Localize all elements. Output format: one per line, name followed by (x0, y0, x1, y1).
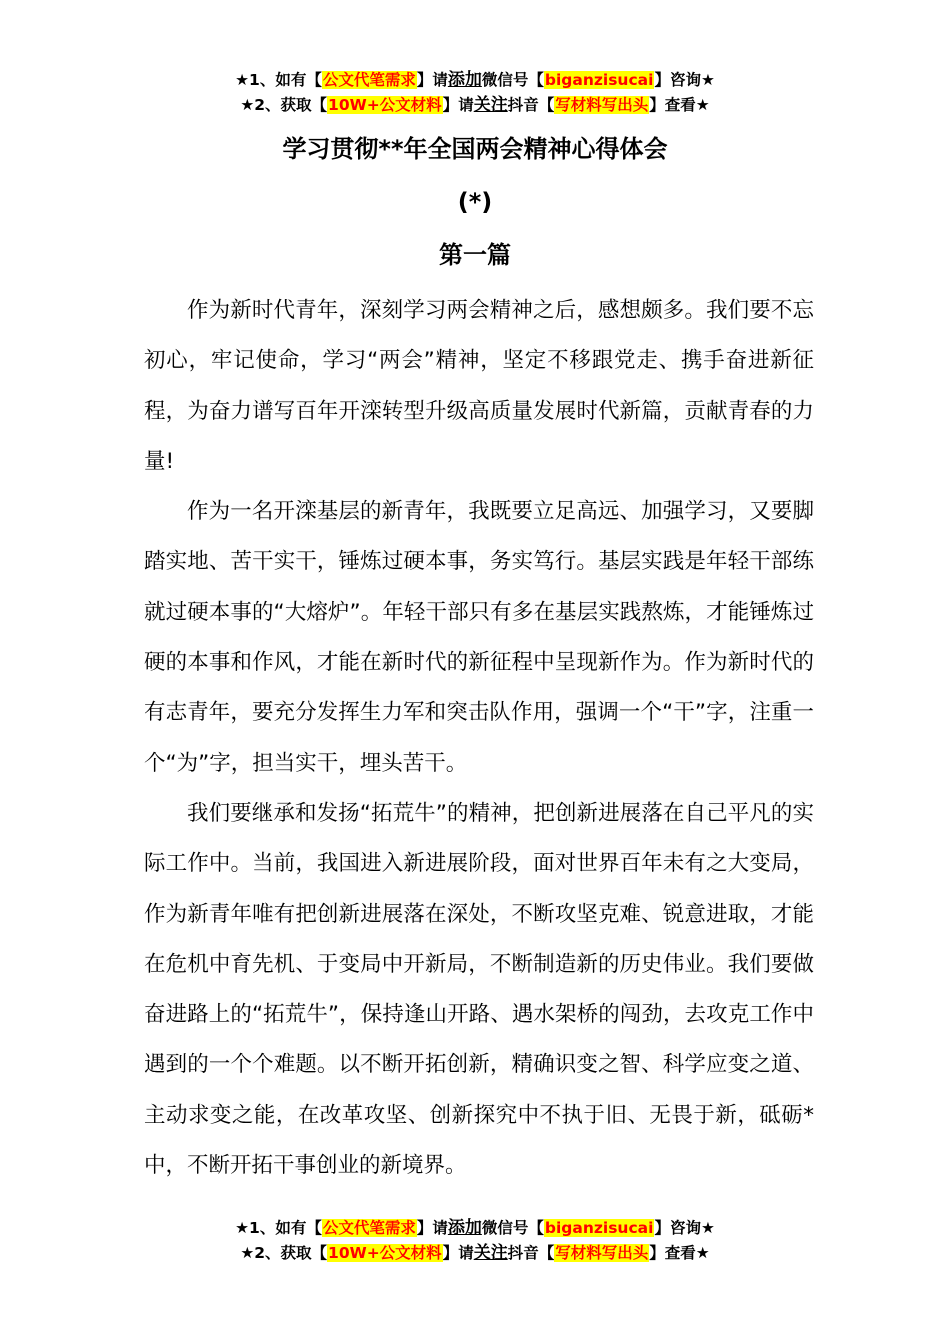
banner-highlight: 公文代笔需求 (322, 71, 416, 89)
document-title: 学习贯彻**年全国两会精神心得体会 (282, 135, 668, 163)
banner-highlight: 写材料写出头 (555, 96, 649, 114)
banner-text: 】咨询★ (654, 1219, 715, 1237)
banner-underline: 添加 (447, 1218, 482, 1238)
banner-text: 抖音【 (507, 96, 555, 114)
header-banner (0, 68, 950, 118)
banner-text: 】请 (442, 96, 474, 114)
banner-highlight: 10W+公文材料 (328, 1244, 442, 1262)
banner-highlight: 公文代笔需求 (322, 1219, 416, 1237)
footer-banner (0, 1216, 950, 1266)
banner-highlight: biganzisucai (544, 71, 654, 89)
paragraph: 作为新时代青年，深刻学习两会精神之后，感想颇多。我们要不忘初心，牢记使命，学习“两会”精神，坚定不移跟党走、携手奋进新征程，为奋力谱写百年开滦转型升级高质量发展时代新篇，贡献青春的力量! (144, 298, 814, 474)
banner-text: 微信号【 (481, 1219, 544, 1237)
banner-highlight: 10W+公文材料 (328, 96, 442, 114)
banner-text: 】查看★ (649, 1244, 710, 1262)
banner-text: ★1、如有【 (235, 71, 322, 89)
part-heading: 第一篇 (439, 241, 511, 269)
paragraph: 作为一名开滦基层的新青年，我既要立足高远、加强学习，又要脚踏实地、苦干实干，锤炼过硬本事，务实笃行。基层实践是年轻干部练就过硬本事的“大熔炉”。年轻干部只有多在基层实践熬炼，才能锤炼过硬的本事和作风，才能在新时代的新征程中呈现新作为。作为新时代的有志青年，要充分发挥生力军和突击队作用，强调一个“干”字，注重一个“为”字，担当实干，埋头苦干。 (144, 499, 814, 776)
document-subtitle: (*) (457, 188, 493, 216)
banner-line-2 (0, 93, 950, 118)
banner-text: 】请 (442, 1244, 474, 1262)
paragraph: 我们要继承和发扬“拓荒牛”的精神，把创新进展落在自己平凡的实际工作中。当前，我国进入新进展阶段，面对世界百年未有之大变局，作为新青年唯有把创新进展落在深处，不断攻坚克难、锐意进取，才能在危机中育先机、于变局中开新局，不断制造新的历史伟业。我们要做奋进路上的“拓荒牛”，保持逢山开路、遇水架桥的闯劲，去攻克工作中遇到的一个个难题。以不断开拓创新，精确识变之智、科学应变之道、主动求变之能，在改革攻坚、创新探究中不执于旧、无畏于新，砥砺*中，不断开拓干事创业的新境界。 (144, 800, 814, 1179)
banner-line-2 (0, 1241, 950, 1266)
banner-text: ★1、如有【 (235, 1219, 322, 1237)
banner-line-1 (0, 1216, 950, 1241)
banner-text: ★2、获取【 (240, 96, 328, 114)
banner-underline: 关注 (473, 95, 508, 115)
banner-text: ★2、获取【 (240, 1244, 328, 1262)
banner-text: 微信号【 (481, 71, 544, 89)
banner-underline: 关注 (473, 1243, 508, 1263)
banner-highlight: biganzisucai (544, 1219, 654, 1237)
banner-text: 抖音【 (507, 1244, 555, 1262)
banner-highlight: 写材料写出头 (555, 1244, 649, 1262)
banner-text: 】查看★ (649, 96, 710, 114)
document-body (144, 286, 814, 1191)
banner-text: 】请 (416, 71, 448, 89)
banner-text: 】请 (416, 1219, 448, 1237)
banner-text: 】咨询★ (654, 71, 715, 89)
banner-line-1 (0, 68, 950, 93)
banner-underline: 添加 (447, 70, 482, 90)
